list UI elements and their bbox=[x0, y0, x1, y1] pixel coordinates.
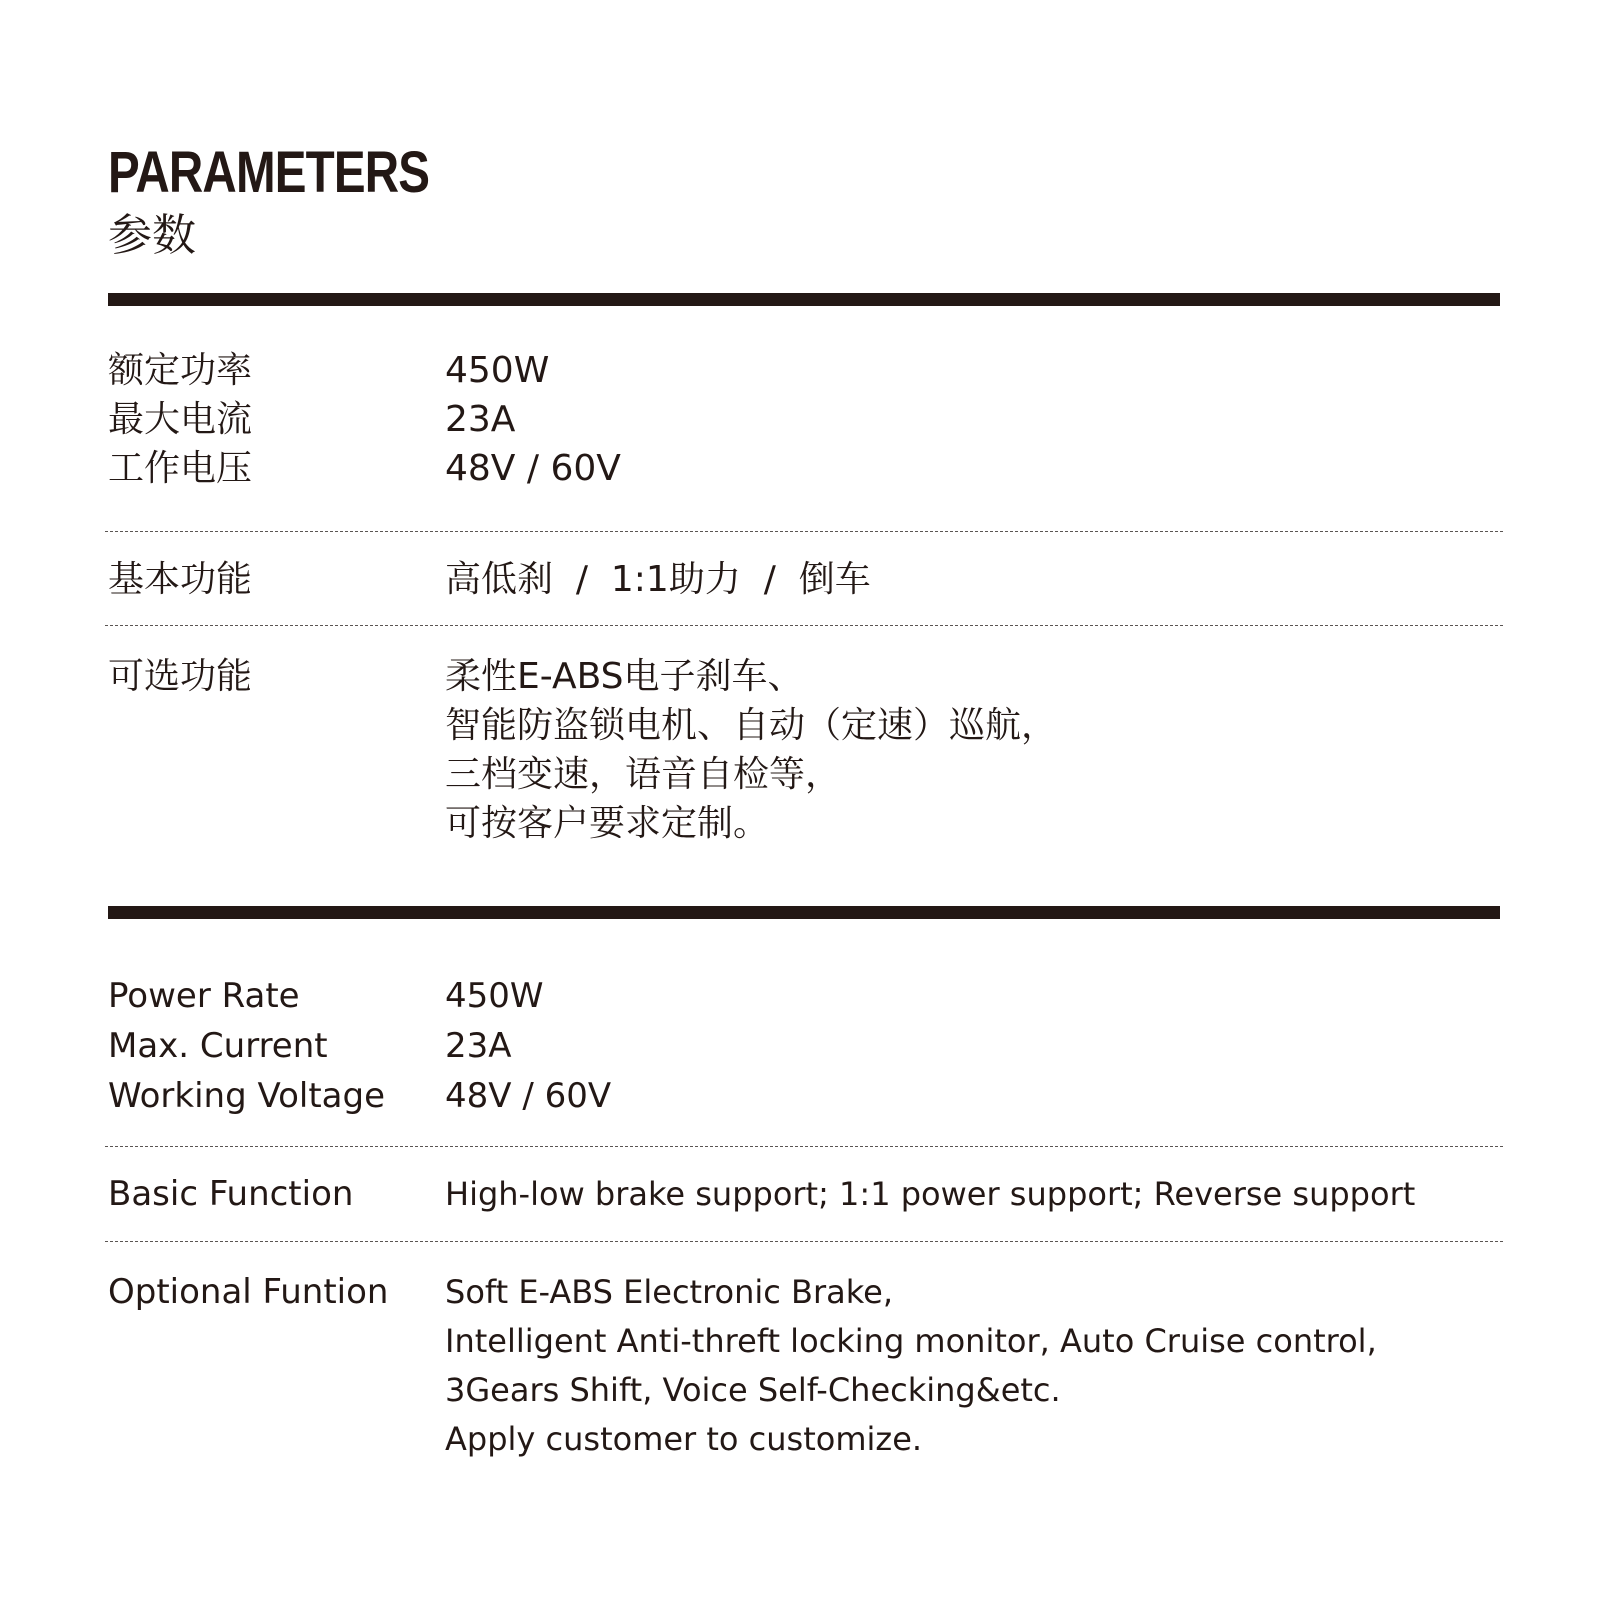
spec-label: Working Voltage bbox=[108, 1076, 386, 1116]
spec-value-multiline bbox=[445, 1268, 1508, 1464]
dashed-divider bbox=[105, 1146, 1503, 1147]
spec-row-optional-function-cn bbox=[108, 652, 1508, 848]
optional-line: Soft E-ABS Electronic Brake, bbox=[445, 1273, 894, 1311]
spec-row-basic-function-en bbox=[108, 1170, 1508, 1219]
spec-row-power-rate-en bbox=[108, 972, 1508, 1021]
spec-row-max-current-en bbox=[108, 1022, 1508, 1071]
spec-value: 450W bbox=[445, 976, 544, 1016]
spec-label: Power Rate bbox=[108, 976, 300, 1016]
spec-value: High-low brake support; 1:1 power support; Reverse support bbox=[445, 1175, 1416, 1213]
optional-line: 可按客户要求定制。 bbox=[445, 803, 770, 844]
spec-label: Max. Current bbox=[108, 1026, 328, 1066]
spec-label: 工作电压 bbox=[108, 448, 253, 489]
spec-value: 48V / 60V bbox=[445, 448, 621, 489]
spec-value: 450W bbox=[445, 350, 550, 391]
page-subtitle-cn: 参数 bbox=[108, 210, 196, 261]
spec-row-working-voltage-cn bbox=[108, 444, 1508, 493]
spec-value-multiline bbox=[445, 652, 1508, 848]
dashed-divider bbox=[105, 625, 1503, 626]
spec-label: 可选功能 bbox=[108, 656, 253, 697]
spec-row-optional-function-en bbox=[108, 1268, 1508, 1464]
spec-label: 额定功率 bbox=[108, 350, 253, 391]
optional-line: Apply customer to customize. bbox=[445, 1420, 923, 1458]
optional-line: 柔性E-ABS电子刹车、 bbox=[445, 656, 804, 697]
spec-row-working-voltage-en bbox=[108, 1072, 1508, 1121]
spec-label: Basic Function bbox=[108, 1174, 354, 1214]
dashed-divider bbox=[105, 1241, 1503, 1242]
spec-value: 高低刹 / 1:1助力 / 倒车 bbox=[445, 559, 871, 600]
optional-line: 三档变速，语音自检等， bbox=[445, 754, 842, 795]
optional-line: Intelligent Anti-threft locking monitor, Auto Cruise control, bbox=[445, 1322, 1377, 1360]
optional-line: 3Gears Shift, Voice Self-Checking&etc. bbox=[445, 1371, 1061, 1409]
spec-row-max-current-cn bbox=[108, 395, 1508, 444]
optional-line: 智能防盗锁电机、自动（定速）巡航， bbox=[445, 705, 1058, 746]
spec-value: 23A bbox=[445, 1026, 512, 1066]
section-divider-middle bbox=[108, 906, 1500, 919]
page-title: PARAMETERS bbox=[108, 140, 430, 205]
spec-label: 基本功能 bbox=[108, 559, 253, 600]
dashed-divider bbox=[105, 531, 1503, 532]
spec-label: 最大电流 bbox=[108, 399, 253, 440]
section-divider-top bbox=[108, 293, 1500, 306]
spec-label: Optional Funtion bbox=[108, 1272, 389, 1312]
spec-row-basic-function-cn bbox=[108, 555, 1508, 604]
spec-row-rated-power-cn bbox=[108, 346, 1508, 395]
spec-value: 48V / 60V bbox=[445, 1076, 612, 1116]
spec-value: 23A bbox=[445, 399, 516, 440]
